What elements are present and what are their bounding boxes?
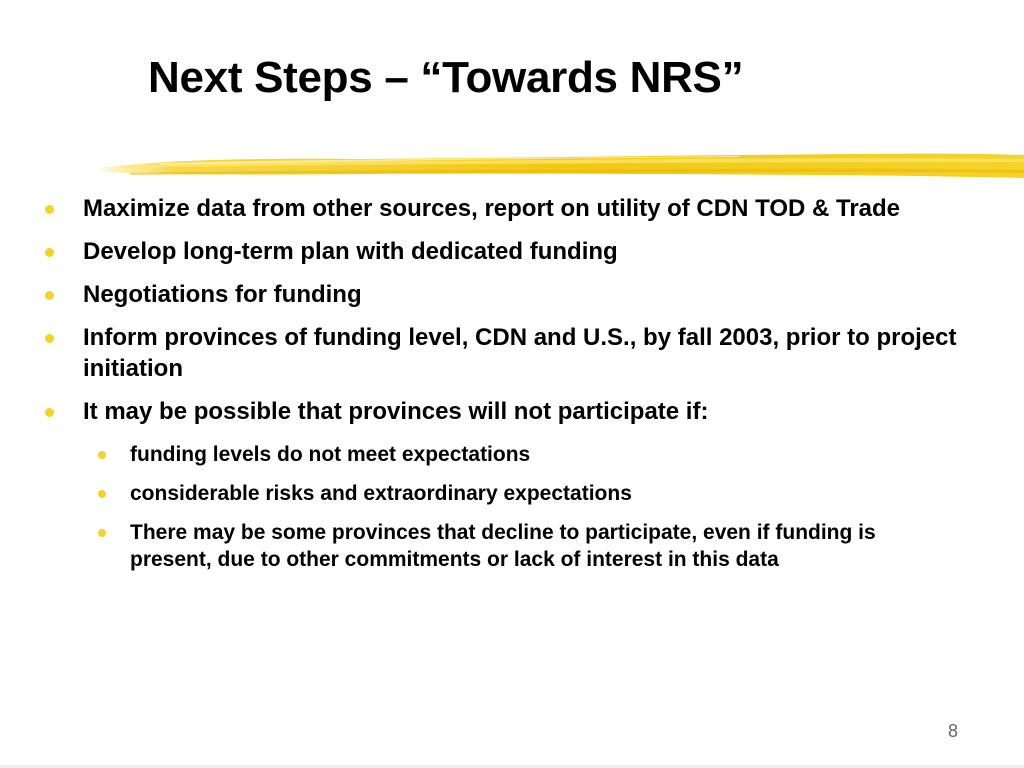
page-number: 8 bbox=[947, 721, 958, 741]
bullet-list bbox=[0, 193, 1024, 585]
sub-bullet-item bbox=[0, 519, 984, 573]
bullet-text: Negotiations for funding bbox=[83, 281, 362, 308]
bullet-dot-icon bbox=[45, 408, 54, 417]
bullet-text: Develop long-term plan with dedicated funding bbox=[83, 238, 618, 265]
sub-bullet-text: funding levels do not meet expectations bbox=[130, 443, 531, 466]
sub-bullet-list bbox=[0, 441, 984, 573]
sub-bullet-item bbox=[0, 441, 984, 468]
bullet-dot-icon bbox=[45, 205, 54, 214]
bullet-text: Maximize data from other sources, report on utility of CDN TOD & Trade bbox=[83, 195, 901, 222]
sub-bullet-item bbox=[0, 480, 984, 507]
sub-bullet-dot-icon bbox=[98, 451, 106, 459]
bullet-item bbox=[0, 322, 1024, 384]
sub-bullet-dot-icon bbox=[98, 529, 106, 537]
bullet-item bbox=[0, 279, 1024, 310]
yellow-brush-stroke-divider bbox=[100, 146, 1024, 188]
bullet-text: Inform provinces of funding level, CDN and U.S., by fall 2003, prior to project initiation bbox=[83, 324, 957, 382]
bullet-text: It may be possible that provinces will not participate if: bbox=[83, 398, 709, 425]
sub-bullet-text: considerable risks and extraordinary expectations bbox=[130, 482, 632, 505]
bullet-dot-icon bbox=[45, 291, 54, 300]
bullet-dot-icon bbox=[45, 248, 54, 257]
bullet-dot-icon bbox=[45, 334, 54, 343]
bullet-item bbox=[0, 396, 1024, 573]
bullet-item bbox=[0, 193, 1024, 224]
sub-bullet-text: There may be some provinces that decline to participate, even if funding is present, due to other commitments or lack of interest in this data bbox=[130, 521, 876, 571]
bullet-item bbox=[0, 236, 1024, 267]
slide-title: Next Steps – “Towards NRS” bbox=[148, 53, 744, 102]
sub-bullet-dot-icon bbox=[98, 490, 106, 498]
